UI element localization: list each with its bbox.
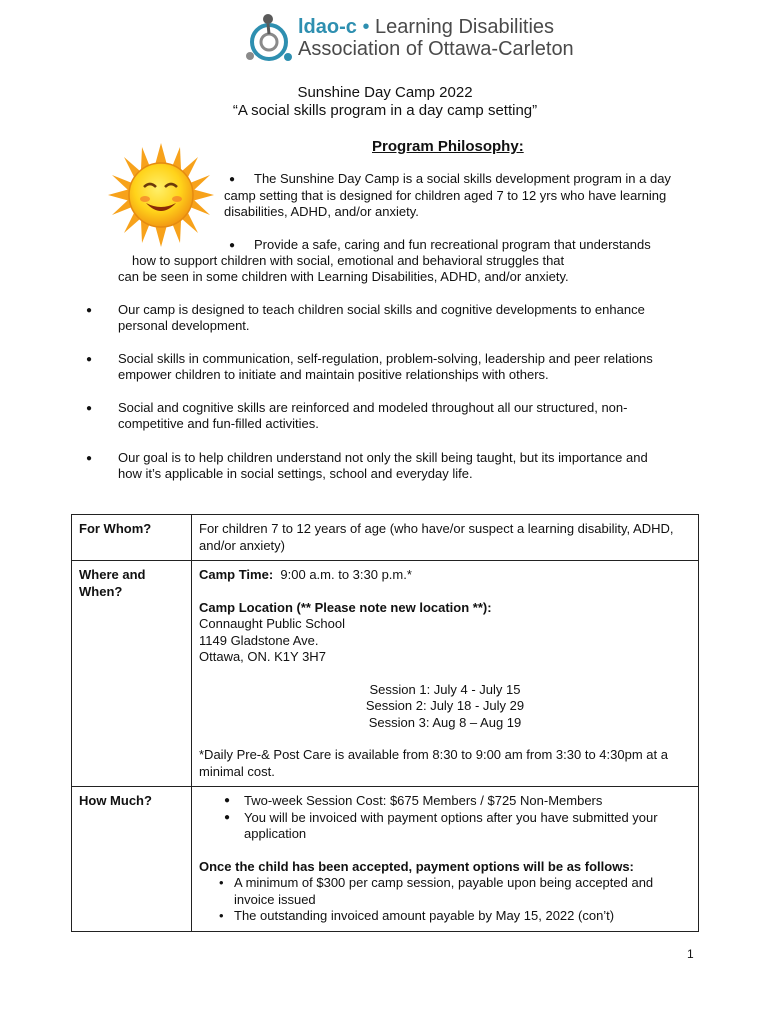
philosophy-p2-line3: can be seen in some children with Learning Disabilities, ADHD, and/or anxiety. [118,269,569,284]
much-cell [192,787,699,932]
logo-text-line2: Association of Ottawa-Carleton [298,38,574,60]
table-row [72,561,699,787]
table-row [72,515,699,561]
bullet-icon: ● [86,305,93,316]
location-label: Camp Location (** Please note new location **): [199,599,492,615]
list-item: ● You will be invoiced with payment options after you have submitted your application [219,810,691,843]
location-city: Ottawa, ON. K1Y 3H7 [199,649,326,664]
bullet-icon: ● [229,240,236,251]
ldao-c-logo-icon [242,12,296,64]
philosophy-heading: Program Philosophy: [372,138,524,155]
page-subtitle: “A social skills program in a day camp setting” [232,102,538,119]
session-1: Session 1: July 4 - July 15 [369,681,521,697]
philosophy-p1-line3: disabilities, ADHD, and/or anxiety. [224,204,419,219]
philosophy-b2-line2: empower children to initiate and maintain positive relationships with others. [118,367,549,382]
where-cell [192,561,699,787]
philosophy-b2-line1: Social skills in communication, self-regulation, problem-solving, leadership and peer relations [118,351,653,366]
bullet-icon: ● [86,453,93,464]
camp-time-value: 9:00 a.m. to 3:30 p.m.* [280,567,412,582]
care-note: *Daily Pre-& Post Care is available from 8:30 to 9:00 am from 3:30 to 4:30pm at a minimal cost. [199,747,668,779]
philosophy-p2-line1: Provide a safe, caring and fun recreational program that understands [254,237,651,252]
list-item: • The outstanding invoiced amount payable by May 15, 2022 (con’t) [209,908,691,925]
whom-value: For children 7 to 12 years of age (who have/or suspect a learning disability, ADHD, and/or anxiety) [192,515,699,561]
page-number: 1 [687,947,694,961]
philosophy-b3-line2: competitive and fun-filled activities. [118,416,319,431]
camp-time [199,567,691,584]
camp-time-label: Camp Time: [199,567,274,582]
bullet-icon: ● [86,354,93,365]
session-3: Session 3: Aug 8 – Aug 19 [368,714,522,730]
page-title: Sunshine Day Camp 2022 [297,84,473,101]
payment-heading: Once the child has been accepted, payment options will be as follows: [199,858,634,874]
philosophy-p2-line2: how to support children with social, emotional and behavioral struggles that [132,253,565,268]
philosophy-b4-line2: how it’s applicable in social settings, school and everyday life. [118,466,473,481]
philosophy-b1-line1: Our camp is designed to teach children social skills and cognitive developments to enhance [118,302,645,317]
list-item: • A minimum of $300 per camp session, payable upon being accepted and invoice issued [209,875,691,908]
smiling-sun-icon [108,143,214,247]
logo-text-line1: Learning Disabilities [375,16,555,38]
philosophy-p1-line1: The Sunshine Day Camp is a social skills development program in a day [254,171,671,186]
info-table [71,514,699,932]
location-street: 1149 Gladstone Ave. [199,632,319,648]
bullet-icon: ● [229,174,236,185]
much-label: How Much? [72,787,192,932]
philosophy-b3-line1: Social and cognitive skills are reinforced and modeled throughout all our structured, non- [118,400,628,415]
philosophy-p1-line2: camp setting that is designed for children aged 7 to 12 yrs who have learning [224,188,667,203]
logo-title-line1 [298,16,554,39]
philosophy-b4-line1: Our goal is to help children understand not only the skill being taught, but its importance and [118,450,648,465]
list-item: ● Two-week Session Cost: $675 Members / $725 Non-Members [219,793,691,810]
cost-list [199,793,691,843]
payment-list [199,875,691,925]
session-2: Session 2: July 18 - July 29 [365,698,525,713]
logo-brand: ldao-c [298,16,357,38]
location-name: Connaught Public School [199,616,345,631]
where-label: Where and When? [72,561,192,787]
whom-label: For Whom? [72,515,192,561]
table-row [72,787,699,932]
philosophy-b1-line2: personal development. [118,318,250,333]
bullet-icon: ● [86,403,93,414]
logo-separator: • [362,16,370,38]
